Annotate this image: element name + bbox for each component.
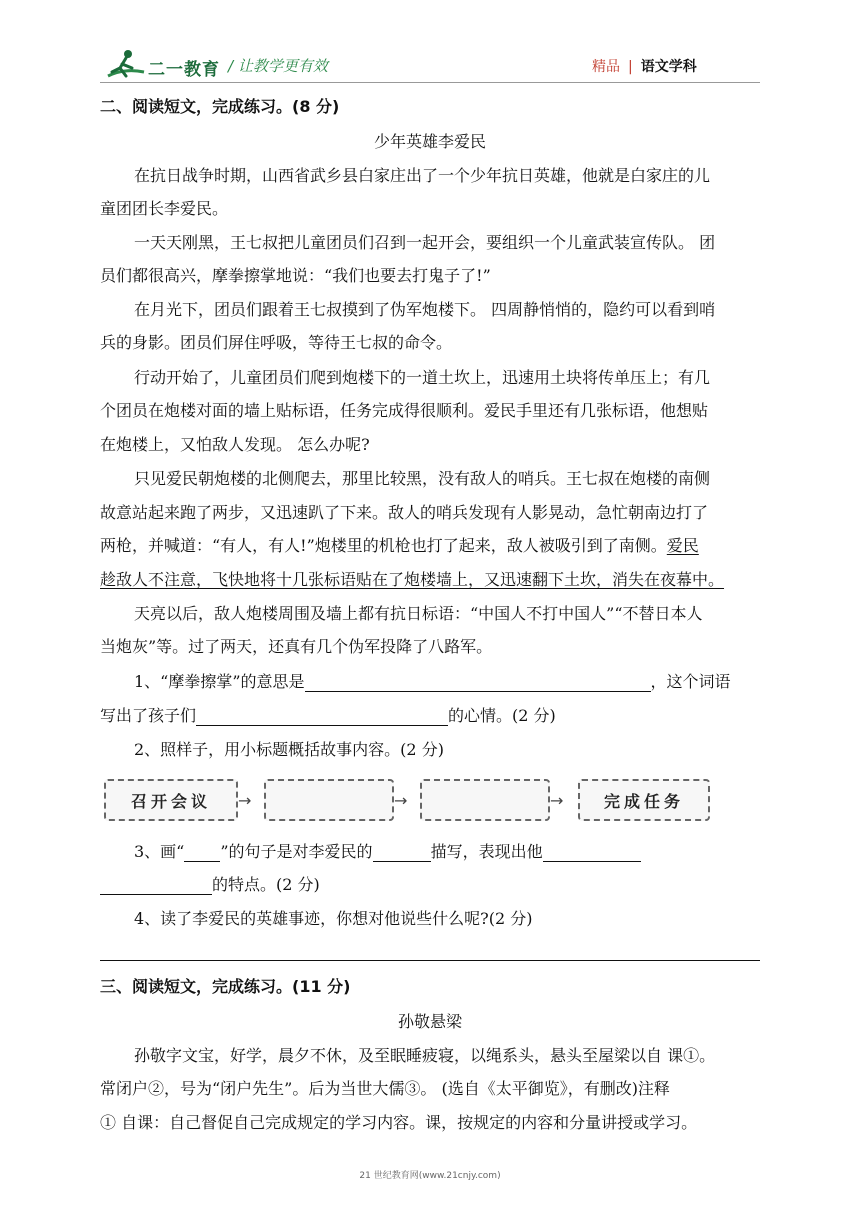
section2-heading: 二、阅读短文，完成练习。(8 分) [100,97,340,116]
arrow-right-icon: → [238,791,252,810]
header-separator: | [628,59,633,75]
underlined-sentence: 趁敌人不注意，飞快地将十几张标语贴在了炮楼墙上，又迅速翻下土坎，消失在夜幕中。 [100,570,725,589]
paragraph-line: 在炮楼上，又怕敌人发现。 怎么办呢? [100,435,370,454]
answer-blank[interactable] [305,675,651,692]
header-tags [592,56,697,76]
arrow-right-icon: → [550,791,564,810]
question-1-text: 1、“摩拳擦掌”的意思是 [134,672,305,691]
question-3 [134,842,760,862]
question-3-text: 3、画“ [134,842,185,861]
answer-blank[interactable] [373,845,431,862]
question-3-text: ”的句子是对李爱民的 [220,842,373,861]
section3-heading: 三、阅读短文，完成练习。(11 分) [100,977,351,996]
paragraph-line: 天亮以后，敌人炮楼周围及墙上都有抗日标语：“中国人不打中国人”“不替日本人 [134,604,703,623]
paragraph-line: ① 自课：自己督促自己完成规定的学习内容。课，按规定的内容和分量讲授或学习。 [100,1113,698,1132]
passage1-title: 少年英雄李爱民 [373,132,486,151]
question-1-cont [100,706,760,726]
question-1 [134,672,760,692]
question-3-text: 的特点。(2 分) [212,875,320,894]
quality-tag: 精品 [592,59,620,75]
answer-blank[interactable] [543,845,641,862]
paragraph-line: 兵的身影。团员们屏住呼吸，等待王七叔的命令。 [100,333,453,352]
flow-box-2[interactable] [264,779,394,821]
paragraph-line: 孙敬字文宝，好学，晨夕不休，及至眠睡疲寝，以绳系头，悬头至屋梁以自 课①。 [134,1046,716,1065]
question-2: 2、照样子，用小标题概括故事内容。(2 分) [134,740,444,759]
underline-sample [184,845,220,862]
paragraph-line [100,536,760,556]
flow-box-3[interactable] [420,779,550,821]
page-footer: 21 世纪教育网(www.21cnjy.com) [359,1171,501,1181]
answer-blank[interactable] [100,878,212,895]
paragraph-text: 两枪，并喊道：“有人，有人!”炮楼里的机枪也打了起来，敌人被吸引到了南侧。 [100,536,667,555]
passage2-title: 孙敬悬梁 [397,1012,462,1031]
paragraph-line: 在抗日战争时期，山西省武乡县白家庄出了一个少年抗日英雄，他就是白家庄的儿 [134,166,711,185]
paragraph-line: 在月光下，团员们跟着王七叔摸到了伪军炮楼下。 四周静悄悄的，隐约可以看到哨 [134,300,716,319]
paragraph-line: 行动开始了，儿童团员们爬到炮楼下的一道土坎上，迅速用土块将传单压上；有几 [134,368,711,387]
paragraph-line: 故意站起来跑了两步，又迅速趴了下来。敌人的哨兵发现有人影晃动，急忙朝南边打了 [100,503,709,522]
paragraph-line: 童团团长李爱民。 [100,199,229,218]
answer-blank[interactable] [196,709,448,726]
question-1-text: 的心情。(2 分) [448,706,556,725]
paragraph-line: 一天天刚黑，王七叔把儿童团员们召到一起开会，要组织一个儿童武装宣传队。 团 [134,233,716,252]
answer-line[interactable] [100,960,760,961]
underlined-sentence-start: 爱民 [666,536,699,555]
question-3-text: 描写，表现出他 [430,842,543,861]
brand-name: 二一教育 [148,60,220,80]
question-4: 4、读了李爱民的英雄事迹，你想对他说些什么呢?(2 分) [134,909,533,928]
subject-tag: 语文学科 [640,59,697,75]
paragraph-line: 当炮灰”等。过了两天，还真有几个伪军投降了八路军。 [100,637,493,656]
header-rule [100,82,760,83]
arrow-right-icon: → [394,791,408,810]
paragraph-line: 员们都很高兴，摩拳擦掌地说：“我们也要去打鬼子了!” [100,266,491,285]
paragraph-line: 常闭户②，号为“闭户先生”。后为当世大儒③。 (选自《太平御览》，有删改)注释 [100,1079,670,1098]
brand-slogan: / 让教学更有效 [228,57,328,75]
flow-box-1: 召开会议 [104,779,238,821]
paragraph-line: 个团员在炮楼对面的墙上贴标语，任务完成得很顺利。爱民手里还有几张标语，他想贴 [100,401,709,420]
subtitle-flowchart [104,779,710,823]
flow-box-4: 完成任务 [578,779,710,821]
question-3-cont [100,875,760,895]
question-1-text: ，这个词语 [650,672,731,691]
paragraph-line: 只见爱民朝炮楼的北侧爬去，那里比较黑，没有敌人的哨兵。王七叔在炮楼的南侧 [134,469,711,488]
question-1-text: 写出了孩子们 [100,706,197,725]
